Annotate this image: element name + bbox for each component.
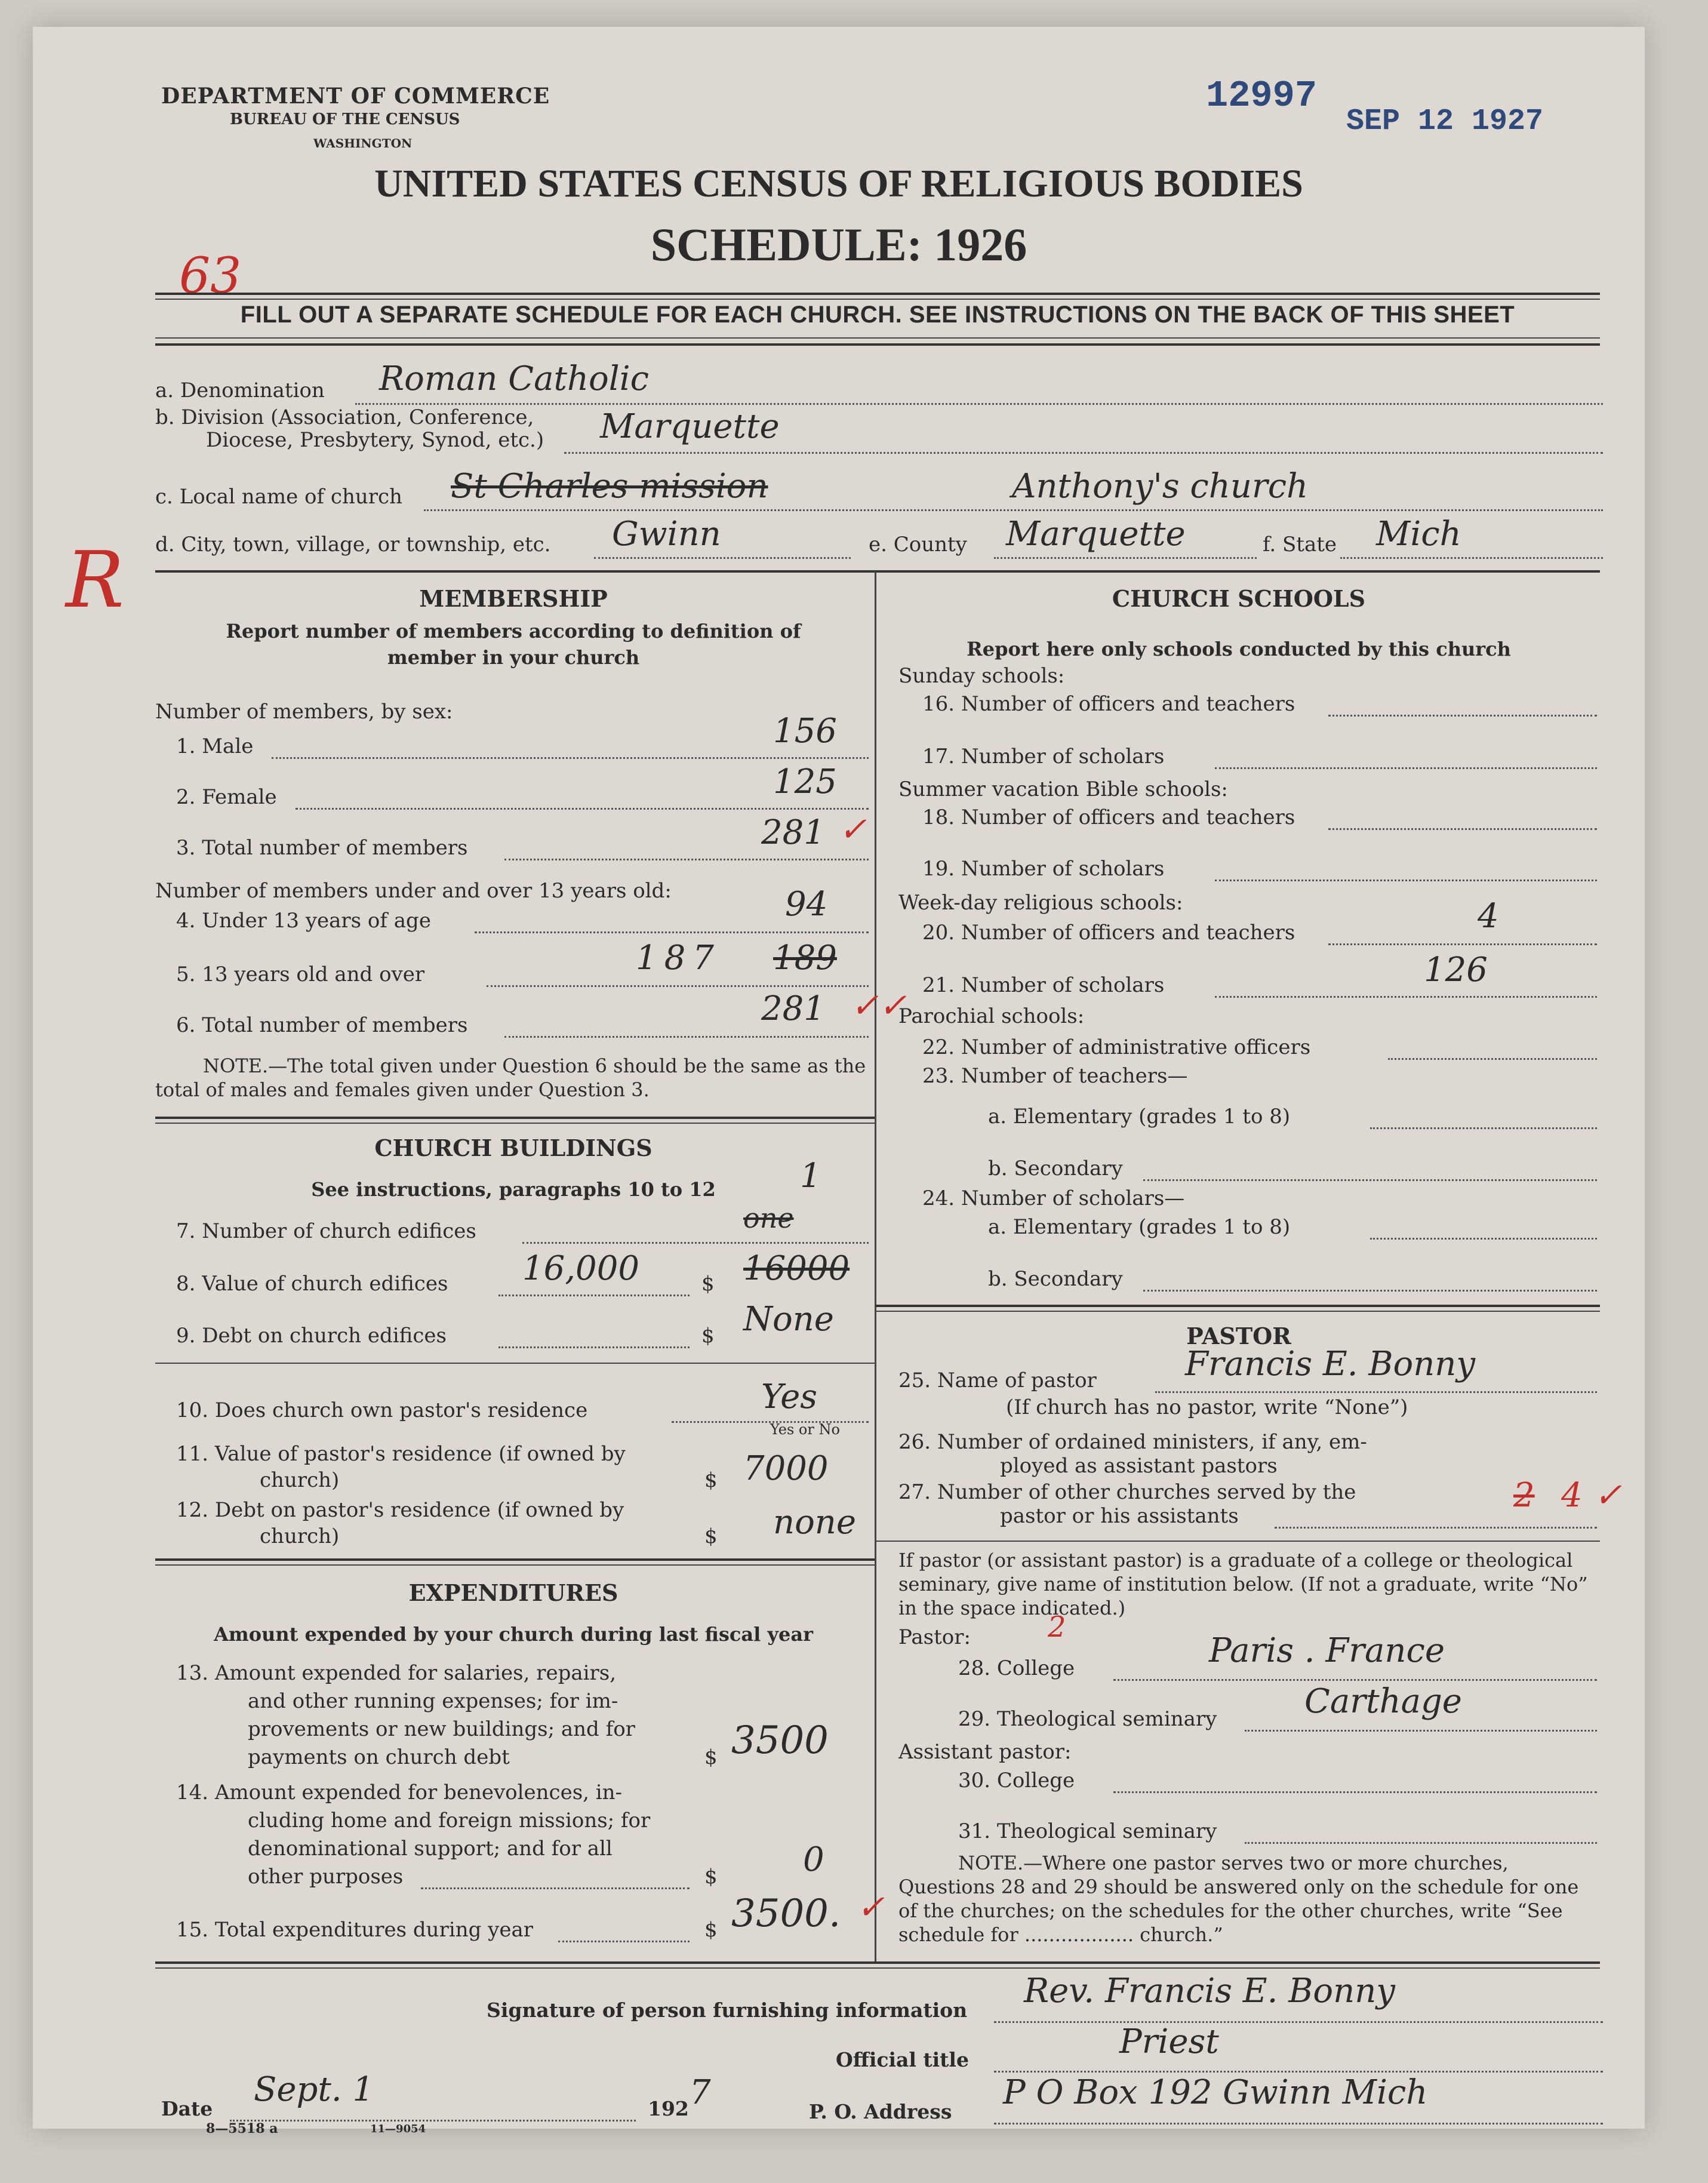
q20-value: 4 <box>1478 897 1499 936</box>
q15-dollar: $ <box>704 1918 718 1942</box>
q13-dollar: $ <box>704 1745 718 1769</box>
instruction-banner: FILL OUT A SEPARATE SCHEDULE FOR EACH CHURCH. SEE INSTRUCTIONS ON THE BACK OF THIS SHEET <box>240 302 1515 328</box>
q11-dollar: $ <box>704 1468 718 1492</box>
q27-checkmark: ✓ <box>1594 1476 1622 1515</box>
q6-label: 6. Total number of members <box>176 1013 468 1037</box>
membership-subtitle: Report number of members according to definition of member in your church <box>226 620 801 669</box>
q15-label: 15. Total expenditures during year <box>176 1918 534 1942</box>
local-name-struck: St Charles mission <box>451 467 768 506</box>
state-value: Mich <box>1376 515 1461 554</box>
city-heading: WASHINGTON <box>313 136 413 150</box>
q27-value: 4 <box>1561 1476 1583 1515</box>
county-label: e. County <box>869 533 967 556</box>
q14-value: 0 <box>803 1840 824 1879</box>
po-address-label: P. O. Address <box>809 2100 952 2123</box>
q26-label-1: 26. Number of ordained ministers, if any, em- <box>898 1430 1367 1454</box>
q14-label-2: cluding home and foreign missions; for <box>248 1809 651 1833</box>
state-label: f. State <box>1263 533 1337 556</box>
q27-label-2: pastor or his assistants <box>1000 1504 1239 1528</box>
q23a-label: a. Elementary (grades 1 to 8) <box>988 1105 1291 1129</box>
q8-struck: 16000 <box>743 1249 850 1288</box>
q25-label: 25. Name of pastor <box>898 1369 1097 1392</box>
q29-label: 29. Theological seminary <box>958 1707 1217 1731</box>
q2-value: 125 <box>773 762 837 801</box>
q1-value: 156 <box>773 712 837 751</box>
members-by-age-label: Number of members under and over 13 years old: <box>155 879 672 903</box>
q10-value: Yes <box>761 1378 817 1416</box>
q30-label: 30. College <box>958 1769 1075 1792</box>
q25-value: Francis E. Bonny <box>1185 1345 1476 1383</box>
expenditures-title: EXPENDITURES <box>408 1579 618 1606</box>
q5-label: 5. 13 years old and over <box>176 963 425 986</box>
q20-label: 20. Number of officers and teachers <box>922 921 1295 945</box>
official-title-label: Official title <box>836 2048 969 2071</box>
assistant-pastor-sublabel: Assistant pastor: <box>898 1740 1072 1764</box>
pastor-note: NOTE.—Where one pastor serves two or more churches, Questions 28 and 29 should be answered only on the schedule for one of the churches; on the schedules for the other churches, write “See schedule for .................. church.” <box>898 1852 1579 1946</box>
q4-value: 94 <box>785 885 828 924</box>
division-label-2: Diocese, Presbytery, Synod, etc.) <box>206 428 544 452</box>
q8-value: 16,000 <box>522 1249 639 1288</box>
county-value: Marquette <box>1006 515 1186 554</box>
q5-value: 187 <box>636 939 721 977</box>
buildings-subtitle: See instructions, paragraphs 10 to 12 <box>311 1178 716 1201</box>
q8-dollar: $ <box>701 1272 715 1296</box>
q24b-label: b. Secondary <box>988 1267 1123 1291</box>
denomination-value: Roman Catholic <box>379 359 649 398</box>
expenditures-subtitle: Amount expended by your church during last fiscal year <box>214 1623 813 1646</box>
q9-dollar: $ <box>701 1324 715 1348</box>
schools-subtitle: Report here only schools conducted by this church <box>967 638 1511 660</box>
q11-label-1: 11. Value of pastor's residence (if owned by <box>176 1442 626 1466</box>
q10-label: 10. Does church own pastor's residence <box>176 1398 588 1422</box>
po-address-value: P O Box 192 Gwinn Mich <box>1003 2073 1428 2112</box>
q28-value: Paris . France <box>1209 1631 1445 1670</box>
pastor-title: PASTOR <box>1186 1323 1291 1349</box>
weekday-schools-label: Week-day religious schools: <box>898 891 1183 915</box>
q6-checkmark: ✓✓ <box>851 986 907 1025</box>
q7-struck: one <box>743 1202 794 1234</box>
q7-label: 7. Number of church edifices <box>176 1219 476 1243</box>
q6-value: 281 <box>761 989 825 1028</box>
official-title-value: Priest <box>1119 2022 1219 2061</box>
q22-label: 22. Number of administrative officers <box>922 1035 1311 1059</box>
margin-number: 63 <box>179 248 242 305</box>
q3-value: 281 <box>761 813 825 852</box>
q5-struck: 189 <box>773 939 837 977</box>
q11-label-2: church) <box>260 1468 340 1492</box>
q21-label: 21. Number of scholars <box>922 973 1165 997</box>
city-value: Gwinn <box>612 515 721 554</box>
q13-label-4: payments on church debt <box>248 1745 510 1769</box>
q31-label: 31. Theological seminary <box>958 1819 1217 1843</box>
margin-mark: R <box>66 534 124 625</box>
buildings-title: CHURCH BUILDINGS <box>374 1134 653 1161</box>
q25-hint: (If church has no pastor, write “None”) <box>1006 1395 1408 1419</box>
division-value: Marquette <box>600 407 780 446</box>
department-heading: DEPARTMENT OF COMMERCE <box>161 84 550 109</box>
form-code: 8—5518 a <box>206 2121 278 2136</box>
q12-label-2: church) <box>260 1524 340 1548</box>
year-prefix: 192 <box>648 2097 689 2120</box>
q29-value: Carthage <box>1304 1682 1462 1721</box>
membership-note: NOTE.—The total given under Question 6 should be the same as the total of males and females given under Question 3. <box>155 1054 866 1101</box>
q14-label-3: denominational support; and for all <box>248 1837 613 1861</box>
q14-dollar: $ <box>704 1865 718 1889</box>
date-value: Sept. 1 <box>254 2070 374 2109</box>
q27-struck: 2 <box>1513 1476 1535 1515</box>
q24-label: 24. Number of scholars— <box>922 1186 1185 1210</box>
print-code: 11—9054 <box>370 2123 426 2135</box>
q13-label-3: provements or new buildings; and for <box>248 1717 635 1741</box>
q11-value: 7000 <box>743 1449 829 1488</box>
q24a-label: a. Elementary (grades 1 to 8) <box>988 1215 1291 1239</box>
q14-label-1: 14. Amount expended for benevolences, in- <box>176 1781 623 1804</box>
local-name-label: c. Local name of church <box>155 485 402 509</box>
q12-label-1: 12. Debt on pastor's residence (if owned by <box>176 1498 624 1522</box>
q9-label: 9. Debt on church edifices <box>176 1324 447 1348</box>
q17-label: 17. Number of scholars <box>922 745 1165 768</box>
page-title: UNITED STATES CENSUS OF RELIGIOUS BODIES <box>374 162 1303 205</box>
signature-value: Rev. Francis E. Bonny <box>1024 1972 1395 2010</box>
q13-value: 3500 <box>731 1718 829 1763</box>
pastor-count: 2 <box>1048 1610 1066 1644</box>
q2-label: 2. Female <box>176 785 277 809</box>
q23-label: 23. Number of teachers— <box>922 1064 1188 1088</box>
city-label: d. City, town, village, or township, etc. <box>155 533 551 556</box>
date-label: Date <box>161 2097 213 2120</box>
q28-label: 28. College <box>958 1656 1075 1680</box>
local-name-value: Anthony's church <box>1012 467 1309 506</box>
parochial-schools-label: Parochial schools: <box>898 1004 1085 1028</box>
q3-label: 3. Total number of members <box>176 836 468 860</box>
signature-label: Signature of person furnishing information <box>487 1998 968 2022</box>
bureau-heading: BUREAU OF THE CENSUS <box>230 110 460 128</box>
q23b-label: b. Secondary <box>988 1157 1123 1180</box>
sunday-schools-label: Sunday schools: <box>898 664 1065 688</box>
stamp-date: SEP 12 1927 <box>1346 104 1544 139</box>
denomination-label: a. Denomination <box>155 379 325 402</box>
q18-label: 18. Number of officers and teachers <box>922 805 1295 829</box>
q1-label: 1. Male <box>176 734 254 758</box>
members-by-sex-label: Number of members, by sex: <box>155 700 453 724</box>
census-schedule-sheet <box>33 27 1645 2136</box>
graduate-note: If pastor (or assistant pastor) is a graduate of a college or theological seminary, give name of institution below. (If not a graduate, write “No” in the space indicated.) <box>898 1549 1588 1619</box>
q9-value: None <box>743 1300 834 1339</box>
stamp-number: 12997 <box>1206 75 1318 117</box>
summer-schools-label: Summer vacation Bible schools: <box>898 777 1228 801</box>
q13-label-1: 13. Amount expended for salaries, repairs, <box>176 1661 617 1685</box>
q21-value: 126 <box>1424 951 1488 989</box>
q16-label: 16. Number of officers and teachers <box>922 692 1295 716</box>
q19-label: 19. Number of scholars <box>922 857 1165 881</box>
q12-value: none <box>773 1503 856 1542</box>
schedule-title: SCHEDULE: 1926 <box>650 219 1027 270</box>
year-digit: 7 <box>690 2073 711 2112</box>
q14-label-4: other purposes <box>248 1865 404 1889</box>
q27-label-1: 27. Number of other churches served by the <box>898 1480 1356 1504</box>
q8-label: 8. Value of church edifices <box>176 1272 448 1296</box>
q15-value: 3500. <box>731 1892 841 1936</box>
q15-checkmark: ✓ <box>857 1888 885 1927</box>
schools-title: CHURCH SCHOOLS <box>1112 585 1366 612</box>
q4-label: 4. Under 13 years of age <box>176 909 431 933</box>
membership-title: MEMBERSHIP <box>419 585 608 612</box>
q3-checkmark: ✓ <box>839 810 867 849</box>
q26-label-2: ployed as assistant pastors <box>1000 1454 1278 1478</box>
q13-label-2: and other running expenses; for im- <box>248 1689 618 1713</box>
q10-hint: Yes or No <box>770 1421 840 1438</box>
pastor-sublabel: Pastor: <box>898 1625 971 1649</box>
q12-dollar: $ <box>704 1524 718 1548</box>
q7-value: 1 <box>800 1157 821 1195</box>
division-label-1: b. Division (Association, Conference, <box>155 405 534 429</box>
